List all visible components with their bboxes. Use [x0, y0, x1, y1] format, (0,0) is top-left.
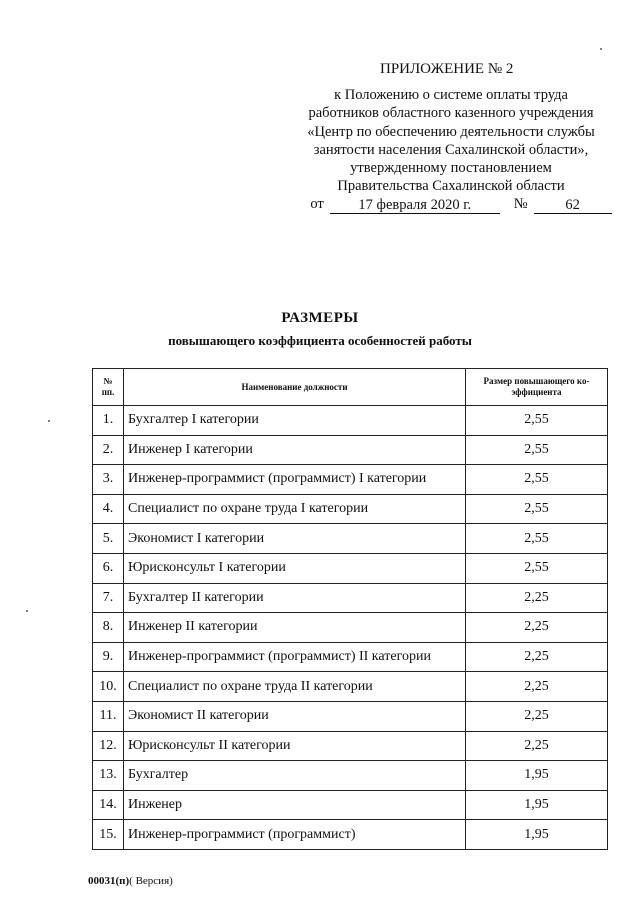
- row-number: 14.: [93, 790, 124, 820]
- row-number: 9.: [93, 642, 124, 672]
- row-position: Инженер-программист (программист) I категории: [124, 465, 466, 495]
- row-number: 2.: [93, 435, 124, 465]
- row-number: 7.: [93, 583, 124, 613]
- table-row: [93, 553, 608, 583]
- table-row: [93, 672, 608, 702]
- table-row: [93, 820, 608, 850]
- row-position: Юрисконсульт I категории: [124, 553, 466, 583]
- table-row: [93, 642, 608, 672]
- row-coefficient: 2,25: [466, 731, 608, 761]
- row-coefficient: 2,55: [466, 524, 608, 554]
- row-position: Бухгалтер I категории: [124, 406, 466, 436]
- row-number: 10.: [93, 672, 124, 702]
- row-position: Специалист по охране труда I категории: [124, 494, 466, 524]
- row-number: 1.: [93, 406, 124, 436]
- row-position: Инженер: [124, 790, 466, 820]
- row-position: Бухгалтер: [124, 761, 466, 791]
- document-subtitle: повышающего коэффициента особенностей работы: [168, 333, 472, 348]
- header-position: Наименование должности: [124, 369, 466, 406]
- row-number: 4.: [93, 494, 124, 524]
- appendix-line: занятости населения Сахалинской области»,: [313, 141, 589, 158]
- table-row: [93, 435, 608, 465]
- document-code: 00031(п): [88, 875, 130, 887]
- row-coefficient: 2,25: [466, 701, 608, 731]
- table-row: [93, 761, 608, 791]
- table-row: [93, 613, 608, 643]
- row-coefficient: 2,25: [466, 613, 608, 643]
- appendix-block: [286, 60, 616, 214]
- table-row: [93, 583, 608, 613]
- header-coefficient: Размер повышающего ко- эффициента: [466, 369, 608, 406]
- appendix-line: «Центр по обеспечению деятельности службы: [307, 123, 595, 140]
- scan-speck: [26, 610, 28, 612]
- row-coefficient: 2,25: [466, 642, 608, 672]
- row-coefficient: 1,95: [466, 820, 608, 850]
- table-row: [93, 406, 608, 436]
- row-number: 8.: [93, 613, 124, 643]
- row-number: 13.: [93, 761, 124, 791]
- row-number: 15.: [93, 820, 124, 850]
- decree-date: 17 февраля 2020 г.: [330, 197, 500, 214]
- appendix-line: к Положению о системе оплаты труда: [334, 87, 568, 104]
- row-coefficient: 1,95: [466, 790, 608, 820]
- row-coefficient: 2,55: [466, 406, 608, 436]
- scan-speck: [600, 48, 602, 50]
- table-row: [93, 524, 608, 554]
- document-version: ( Версия): [129, 875, 173, 887]
- row-number: 11.: [93, 701, 124, 731]
- row-position: Экономист II категории: [124, 701, 466, 731]
- appendix-line: Правительства Сахалинской области: [337, 178, 565, 195]
- number-prefix: №: [513, 196, 528, 213]
- document-title: РАЗМЕРЫ: [281, 310, 359, 326]
- row-number: 12.: [93, 731, 124, 761]
- row-coefficient: 2,55: [466, 435, 608, 465]
- row-position: Экономист I категории: [124, 524, 466, 554]
- row-position: Инженер I категории: [124, 435, 466, 465]
- row-coefficient: 2,25: [466, 583, 608, 613]
- table-row: [93, 465, 608, 495]
- row-position: Бухгалтер II категории: [124, 583, 466, 613]
- table-row: [93, 731, 608, 761]
- row-position: Юрисконсульт II категории: [124, 731, 466, 761]
- header-num: № пп.: [93, 369, 124, 406]
- row-position: Инженер II категории: [124, 613, 466, 643]
- table-row: [93, 790, 608, 820]
- table-row: [93, 494, 608, 524]
- appendix-title: ПРИЛОЖЕНИЕ № 2: [380, 61, 514, 77]
- appendix-line: работников областного казенного учреждения: [308, 105, 594, 122]
- row-coefficient: 2,55: [466, 465, 608, 495]
- decree-date-line: [306, 195, 616, 213]
- row-number: 3.: [93, 465, 124, 495]
- date-prefix: от: [310, 196, 324, 213]
- row-coefficient: 1,95: [466, 761, 608, 791]
- row-position: Специалист по охране труда II категории: [124, 672, 466, 702]
- coefficient-table: [92, 368, 608, 850]
- table-row: [93, 701, 608, 731]
- row-number: 5.: [93, 524, 124, 554]
- table-header-row: [93, 369, 608, 406]
- row-coefficient: 2,55: [466, 494, 608, 524]
- scan-speck: [48, 420, 50, 422]
- row-coefficient: 2,25: [466, 672, 608, 702]
- document-footer: [88, 875, 173, 887]
- appendix-line: утвержденному постановлением: [350, 160, 552, 177]
- decree-number: 62: [534, 197, 612, 214]
- row-number: 6.: [93, 553, 124, 583]
- row-position: Инженер-программист (программист): [124, 820, 466, 850]
- row-position: Инженер-программист (программист) II категории: [124, 642, 466, 672]
- row-coefficient: 2,55: [466, 553, 608, 583]
